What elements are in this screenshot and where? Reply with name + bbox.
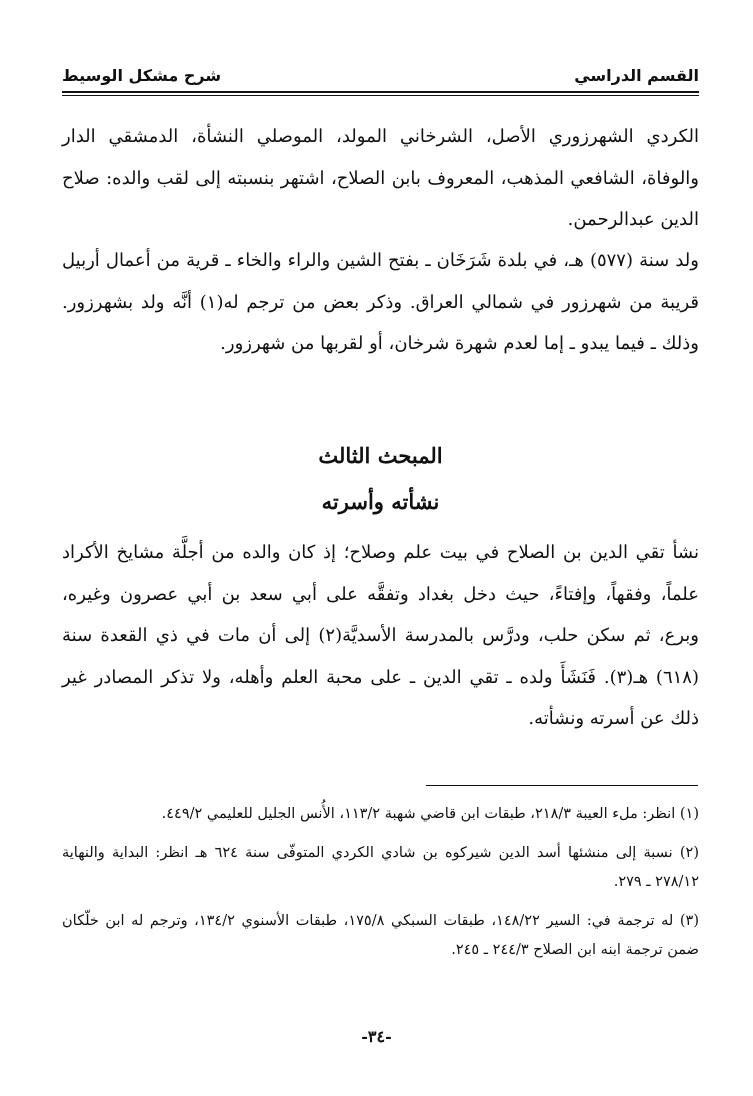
header-section-title: القسم الدراسي: [574, 66, 699, 85]
footnote-3: (٣) له ترجمة في: السير ١٤٨/٢٢، طبقات السبكي ١٧٥/٨، طبقات الأسنوي ١٣٤/٢، وترجم له ابن خلّكان ضمن ترجمة ابنه ابن الصلاح ٢٤٤/٣ ـ ٢٤٥.: [62, 913, 699, 958]
footnote-1: (١) انظر: ملء العيبة ٢١٨/٣، طبقات ابن قاضي شهبة ١١٣/٢، الأُنس الجليل للعليمي ٤٤٩/٢.: [161, 806, 699, 822]
paragraph-text: الكردي الشهرزوري الأصل، الشرخاني المولد، الموصلي النشأة، الدمشقي الدار والوفاة، الشافعي المذهب، المعروف بابن الصلاح، اشتهر بنسبته إلى لقب والده: صلاح الدين عبدالرحمن.: [62, 126, 699, 230]
running-header: [62, 66, 699, 92]
paragraph-text: نشأ تقي الدين بن الصلاح في بيت علم وصلاح؛ إذ كان والده من أجلَّة مشايخ الأكراد علماً، وفقهاً، وإفتاءً، حيث دخل بغداد وتفقَّه على أبي سعد بن أبي عصرون وغيره، وبرع، ثم سكن حلب، ودرَّس بالمدرسة الأسديَّة(٢) إلى أن مات في ذي القعدة سنة (٦١٨) هـ(٣). فَنَشَأَ ولده ـ تقي الدين ـ على محبة العلم وأهله، ولا تذكر المصادر غير ذلك عن أسرته ونشأته.: [62, 542, 699, 729]
paragraph-biography: [62, 116, 699, 241]
paragraph-upbringing: [62, 532, 699, 740]
paragraph-text: ولد سنة (٥٧٧) هـ، في بلدة شَرَخَان ـ بفتح الشين والراء والخاء ـ قرية من أعمال أربيل قريبة من شهرزور في شمالي العراق. وذكر بعض من ترجم له(١) أنَّه ولد بشهرزور. وذلك ـ فيما يبدو ـ إما لعدم شهرة شرخان، أو لقربها من شهرزور.: [62, 250, 699, 354]
header-book-title: شرح مشكل الوسيط: [62, 66, 222, 85]
header-divider: [62, 91, 699, 96]
paragraph-birth: [62, 240, 699, 365]
footnote-2: (٢) نسبة إلى منشئها أسد الدين شيركوه بن شادي الكردي المتوفّى سنة ٦٢٤ هـ انظر: البداية والنهاية ٢٧٨/١٢ ـ ٢٧٩.: [62, 845, 699, 890]
section-title: نشأته وأسرته: [321, 489, 440, 514]
footnotes: [62, 800, 699, 975]
footnote-divider: [426, 785, 698, 786]
page-number: -٣٤-: [361, 1027, 392, 1046]
section-heading: المبحث الثالث: [318, 443, 443, 468]
